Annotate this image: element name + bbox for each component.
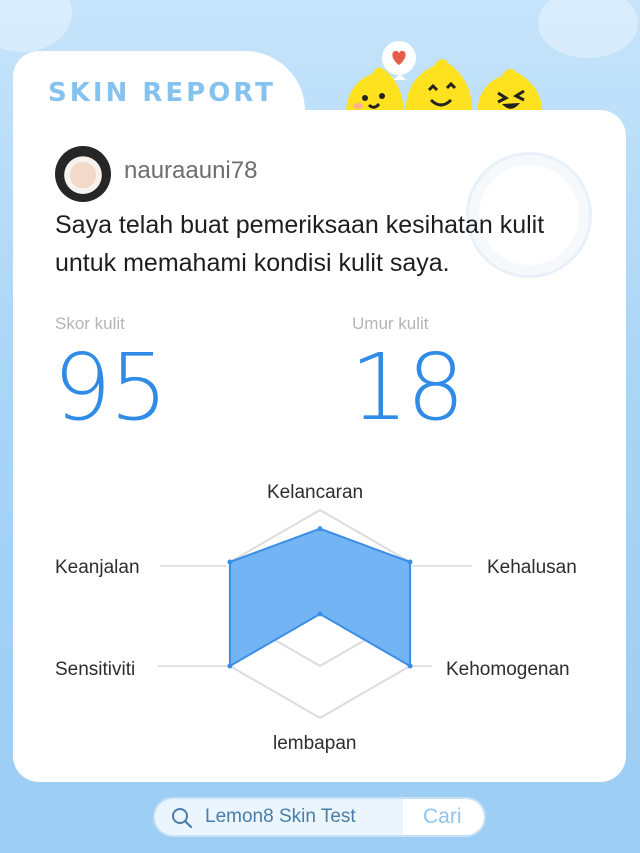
radar-label-sensitiviti: Sensitiviti [55,659,136,680]
report-title: SKIN REPORT [48,78,276,108]
radar-point-kelancaran [318,526,323,531]
radar-data-area [230,529,410,666]
report-description: Saya telah buat pemeriksaan kesihatan kulit untuk memahami kondisi kulit saya. [55,211,545,277]
radar-point-kehalusan [408,560,413,565]
radar-point-lembapan [318,612,323,617]
avatar[interactable] [55,146,111,202]
radar-label-kehalusan: Kehalusan [487,557,577,578]
skin-age-value: 18 [350,334,464,441]
radar-point-keanjalan [227,560,232,565]
radar-label-kehomogenan: Kehomogenan [446,659,570,680]
radar-label-kelancaran: Kelancaran [267,482,364,503]
skin-age-label: Umur kulit [352,314,429,333]
decorative-bubble [0,0,72,52]
username[interactable]: nauraauni78 [124,157,258,184]
mascot-right [478,69,542,116]
radar-label-keanjalan: Keanjalan [55,557,140,578]
skin-radar-chart [0,470,640,770]
radar-point-sensitiviti [227,664,232,669]
search-icon [171,807,193,829]
search-bar[interactable] [153,797,486,837]
skin-score-value: 95 [53,334,167,441]
search-query: Lemon8 Skin Test [205,806,356,827]
mascot-group [330,38,580,116]
radar-label-lembapan: lembapan [273,733,357,754]
skin-score-label: Skor kulit [55,314,125,333]
search-button[interactable]: Cari [423,805,462,828]
mascot-middle [406,59,472,116]
radar-point-kehomogenan [408,664,413,669]
search-field[interactable] [155,799,403,835]
